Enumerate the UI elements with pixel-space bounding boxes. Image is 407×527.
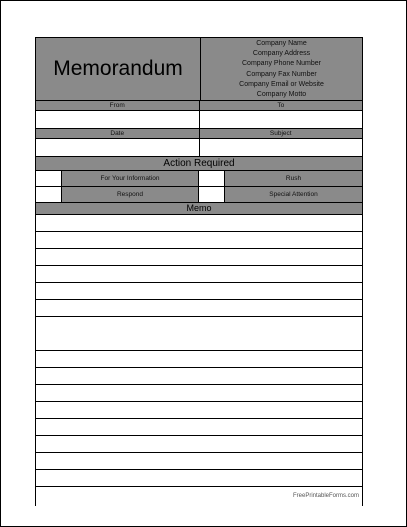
respond-label: Respond [62, 187, 199, 202]
date-label: Date [36, 129, 200, 138]
memo-line[interactable] [36, 368, 362, 385]
action-row-2 [36, 187, 362, 203]
special-attention-label: Special Attention [269, 191, 318, 198]
memo-line[interactable] [36, 402, 362, 419]
special-attention-checkbox[interactable] [199, 187, 225, 202]
memo-line[interactable] [36, 419, 362, 436]
date-field[interactable] [36, 139, 200, 156]
memo-line[interactable] [36, 436, 362, 453]
rush-label: Rush [285, 175, 302, 182]
memo-line[interactable] [36, 453, 362, 470]
memo-line[interactable] [36, 249, 362, 266]
memo-body [36, 215, 362, 506]
to-label: To [277, 102, 285, 109]
memo-line[interactable] [36, 300, 362, 317]
memo-line[interactable] [36, 215, 362, 232]
from-to-inputs [36, 111, 362, 129]
memo-title: Memorandum [36, 38, 201, 100]
memo-line[interactable] [36, 283, 362, 300]
rush-checkbox[interactable] [199, 171, 225, 186]
footer-credit: FreePrintableForms.com [293, 493, 360, 499]
memo-line[interactable] [36, 470, 362, 487]
memo-line[interactable] [36, 385, 362, 402]
for-your-information-checkbox[interactable] [36, 171, 62, 186]
action-required-title: Action Required [36, 157, 362, 171]
date-subject-inputs [36, 139, 362, 157]
company-name: Company Name [256, 40, 307, 47]
memorandum-form [35, 37, 363, 506]
date-subject-labels [36, 129, 362, 139]
company-info [201, 38, 362, 100]
memo-line[interactable] [36, 317, 362, 351]
company-phone: Company Phone Number [242, 60, 321, 68]
memo-line[interactable] [36, 351, 362, 368]
from-field[interactable] [36, 111, 200, 128]
subject-label: Subject [269, 130, 292, 137]
to-field[interactable] [200, 111, 363, 128]
company-fax: Company Fax Number [246, 70, 317, 78]
subject-field[interactable] [200, 139, 363, 156]
memo-line[interactable] [36, 266, 362, 283]
company-email-website: Company Email or Website [239, 80, 324, 88]
action-row-1 [36, 171, 362, 187]
memo-section-title: Memo [36, 203, 362, 215]
from-to-labels [36, 101, 362, 111]
memo-header [36, 38, 362, 101]
company-motto: Company Motto [256, 90, 307, 98]
from-label: From [36, 101, 200, 110]
respond-checkbox[interactable] [36, 187, 62, 202]
memo-line[interactable] [36, 232, 362, 249]
company-address: Company Address [252, 50, 311, 58]
for-your-information-label: For Your Information [62, 171, 199, 186]
